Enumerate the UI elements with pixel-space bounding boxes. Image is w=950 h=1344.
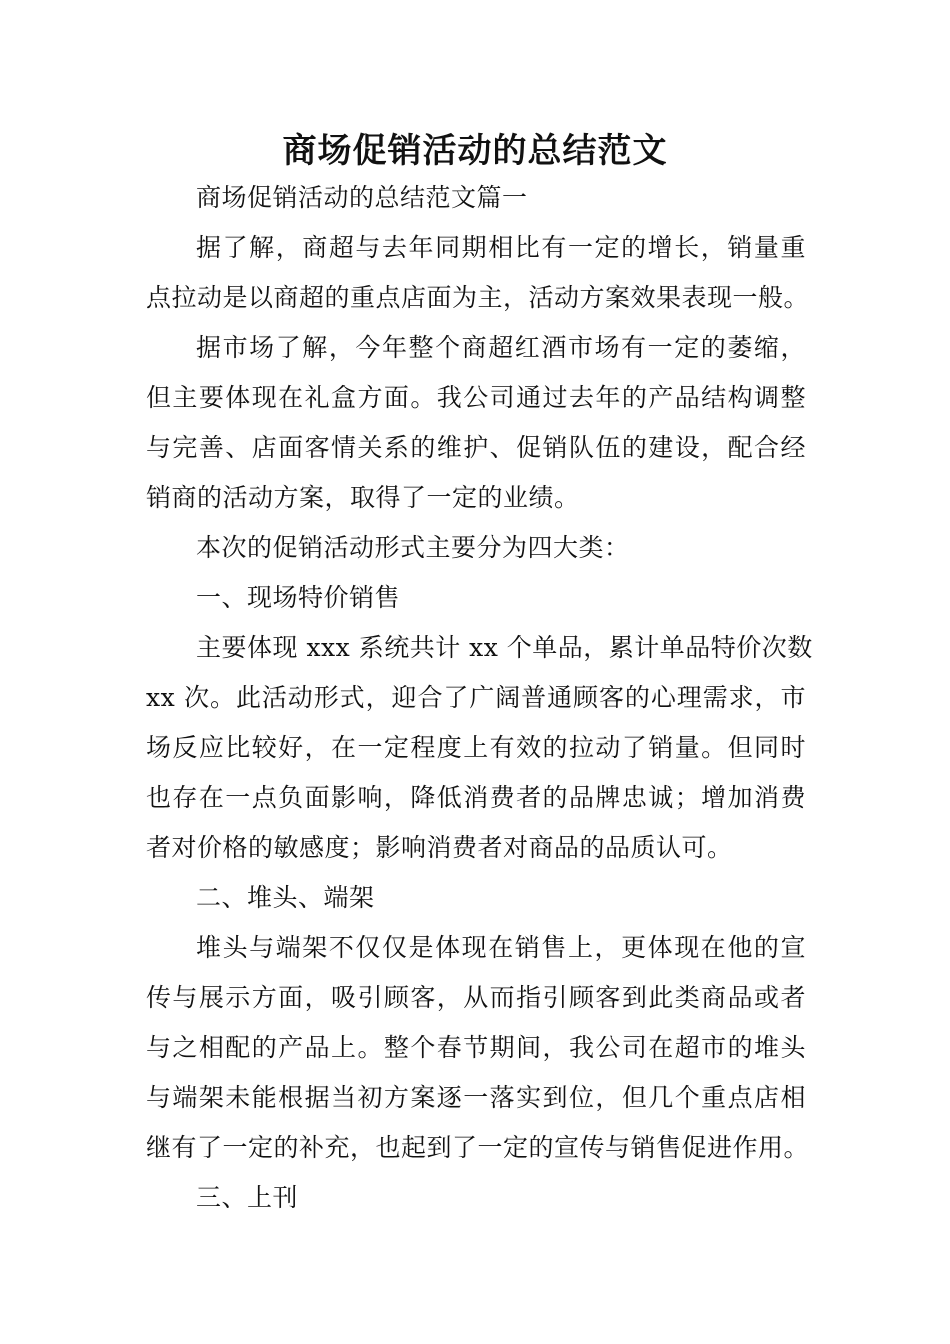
paragraph-line: 传与展示方面，吸引顾客，从而指引顾客到此类商品或者 xyxy=(146,983,806,1012)
paragraph-line: 但主要体现在礼盒方面。我公司通过去年的产品结构调整 xyxy=(146,383,806,412)
paragraph-line: 销商的活动方案，取得了一定的业绩。 xyxy=(146,483,580,512)
paragraph-line: 场反应比较好，在一定程度上有效的拉动了销量。但同时 xyxy=(146,733,806,762)
paragraph-line: 点拉动是以商超的重点店面为主，活动方案效果表现一般。 xyxy=(146,283,810,312)
section-heading: 一、现场特价销售 xyxy=(196,583,401,612)
paragraph-line: 者对价格的敏感度；影响消费者对商品的品质认可。 xyxy=(146,833,733,862)
paragraph-line: 堆头与端架不仅仅是体现在销售上，更体现在他的宣 xyxy=(196,933,806,962)
paragraph-line: 也存在一点负面影响，降低消费者的品牌忠诚；增加消费 xyxy=(146,783,806,812)
paragraph-line: xx 次。此活动形式，迎合了广阔普通顾客的心理需求，市 xyxy=(146,683,806,712)
section-heading: 二、堆头、端架 xyxy=(196,883,375,912)
subtitle-line: 商场促销活动的总结范文篇一 xyxy=(196,183,528,212)
paragraph-line: 主要体现 xxx 系统共计 xx 个单品，累计单品特价次数 xyxy=(196,633,813,662)
document-title: 商场促销活动的总结范文 xyxy=(282,131,668,171)
paragraph-line: 本次的促销活动形式主要分为四大类： xyxy=(196,533,630,562)
paragraph-line: 与之相配的产品上。整个春节期间，我公司在超市的堆头 xyxy=(146,1033,806,1062)
paragraph-line: 据了解，商超与去年同期相比有一定的增长，销量重 xyxy=(196,233,806,262)
paragraph-line: 继有了一定的补充，也起到了一定的宣传与销售促进作用。 xyxy=(146,1133,810,1162)
paragraph-line: 与完善、店面客情关系的维护、促销队伍的建设，配合经 xyxy=(146,433,806,462)
section-heading: 三、上刊 xyxy=(196,1183,299,1212)
paragraph-line: 与端架未能根据当初方案逐一落实到位，但几个重点店相 xyxy=(146,1083,806,1112)
paragraph-line: 据市场了解，今年整个商超红酒市场有一定的萎缩， xyxy=(196,333,806,362)
